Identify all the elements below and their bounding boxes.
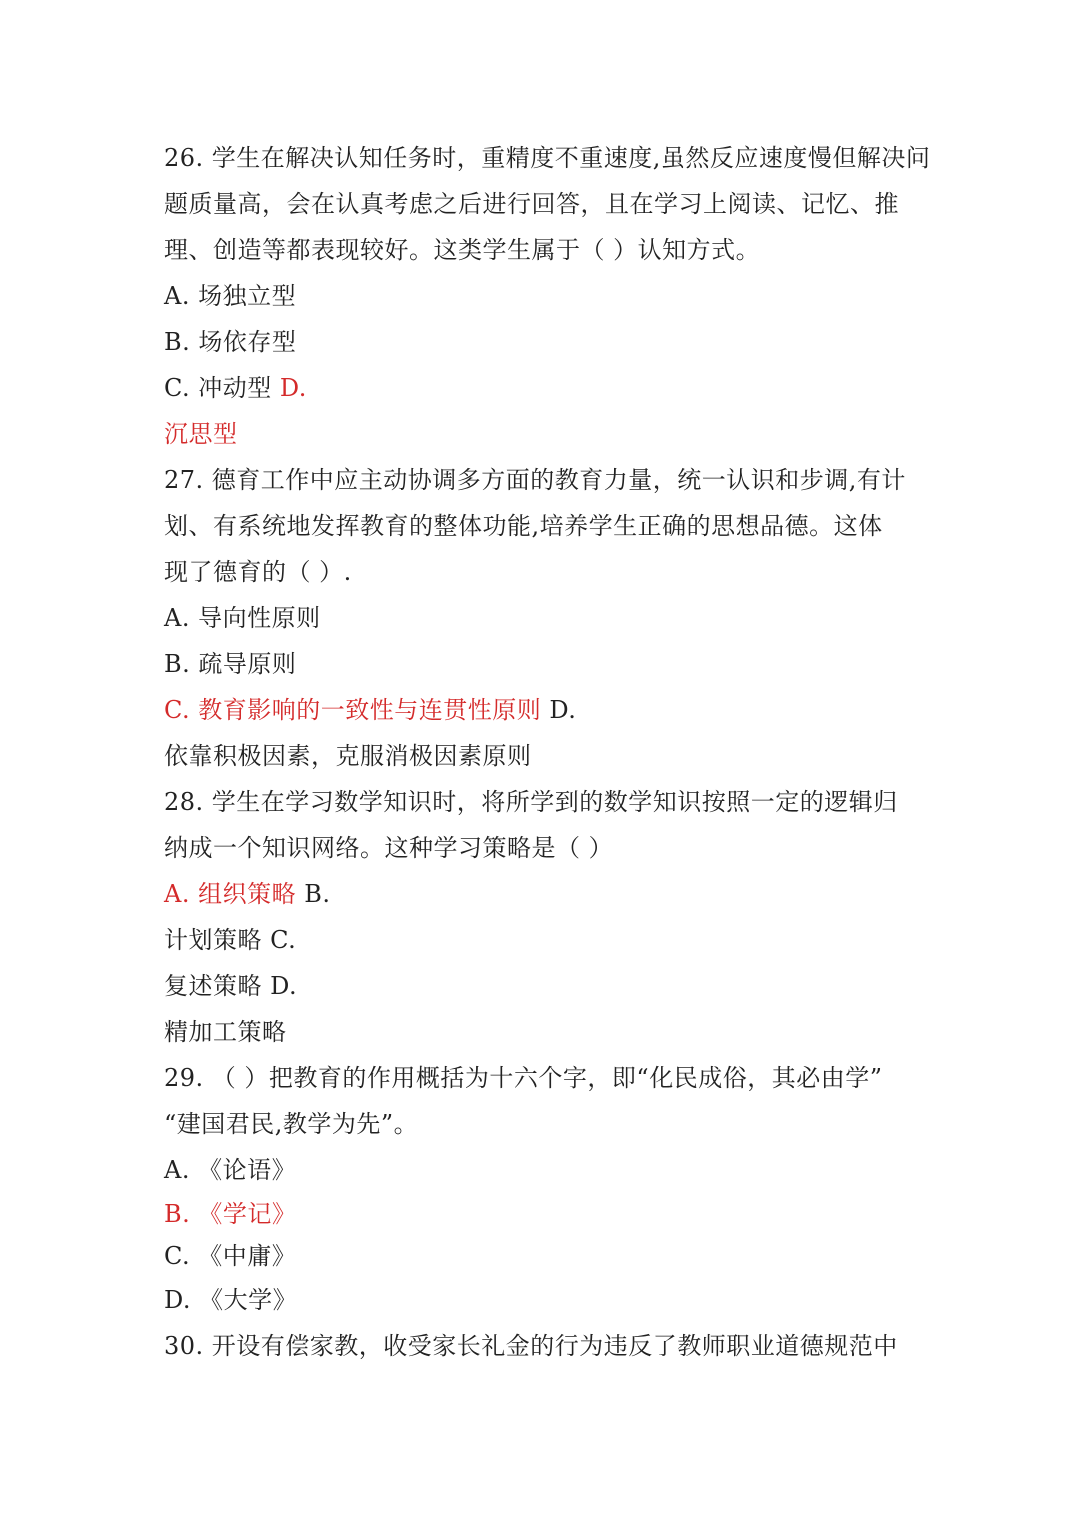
option-c-row xyxy=(164,687,924,733)
option-d-answer: 沉思型 xyxy=(164,420,238,448)
question-stem-line: 29. （ ）把教育的作用概括为十六个字，即“化民成俗，其必由学” xyxy=(164,1064,883,1092)
option-b: B. 场依存型 xyxy=(164,328,297,356)
option-b-answer: B. 《学记》 xyxy=(164,1200,297,1228)
question-stem-line: “建国君民,教学为先”。 xyxy=(164,1110,419,1138)
question-stem-line: 现了德育的（ ）. xyxy=(164,558,352,586)
option-a: A. 《论语》 xyxy=(164,1156,297,1184)
question-26 xyxy=(164,135,931,457)
question-stem-line: 27. 德育工作中应主动协调多方面的教育力量，统一认识和步调,有计 xyxy=(164,466,906,494)
question-stem-line: 纳成一个知识网络。这种学习策略是（ ） xyxy=(164,834,614,862)
option-b-label: B. xyxy=(304,880,331,908)
question-27 xyxy=(164,457,924,779)
option-c-label: C. xyxy=(270,926,297,954)
question-29 xyxy=(164,1055,924,1323)
option-a: A. 导向性原则 xyxy=(164,604,321,632)
option-b-row xyxy=(164,917,924,963)
question-30 xyxy=(164,1323,924,1369)
option-a-answer: A. 组织策略 xyxy=(164,880,297,908)
option-c: 复述策略 xyxy=(164,972,262,1000)
option-b: B. 疏导原则 xyxy=(164,650,297,678)
question-stem-line: 划、有系统地发挥教育的整体功能,培养学生正确的思想品德。这体 xyxy=(164,512,883,540)
option-c-row xyxy=(164,365,924,411)
question-stem-line: 理、创造等都表现较好。这类学生属于（ ）认知方式。 xyxy=(164,236,761,264)
question-stem-line: 26. 学生在解决认知任务时，重精度不重速度,虽然反应速度慢但解决问 xyxy=(164,144,931,172)
question-28 xyxy=(164,779,924,1055)
option-c-answer: C. 教育影响的一致性与连贯性原则 xyxy=(164,696,542,724)
option-d: 精加工策略 xyxy=(164,1018,287,1046)
question-stem-line: 28. 学生在学习数学知识时，将所学到的数学知识按照一定的逻辑归 xyxy=(164,788,898,816)
option-c-row xyxy=(164,963,924,1009)
option-a-row xyxy=(164,871,924,917)
option-c: C. 《中庸》 xyxy=(164,1242,297,1270)
option-d: D. 《大学》 xyxy=(164,1286,298,1314)
option-d: 依靠积极因素，克服消极因素原则 xyxy=(164,742,532,770)
option-c: C. 冲动型 xyxy=(164,374,272,402)
option-d-label-answer: D. xyxy=(279,374,307,402)
option-b: 计划策略 xyxy=(164,926,262,954)
question-stem-line: 题质量高，会在认真考虑之后进行回答，且在学习上阅读、记忆、推 xyxy=(164,190,899,218)
option-d-label: D. xyxy=(270,972,298,1000)
option-a: A. 场独立型 xyxy=(164,282,297,310)
question-stem-line: 30. 开设有偿家教，收受家长礼金的行为违反了教师职业道德规范中 xyxy=(164,1332,898,1360)
option-d-label: D. xyxy=(549,696,577,724)
exam-page xyxy=(164,135,931,1369)
